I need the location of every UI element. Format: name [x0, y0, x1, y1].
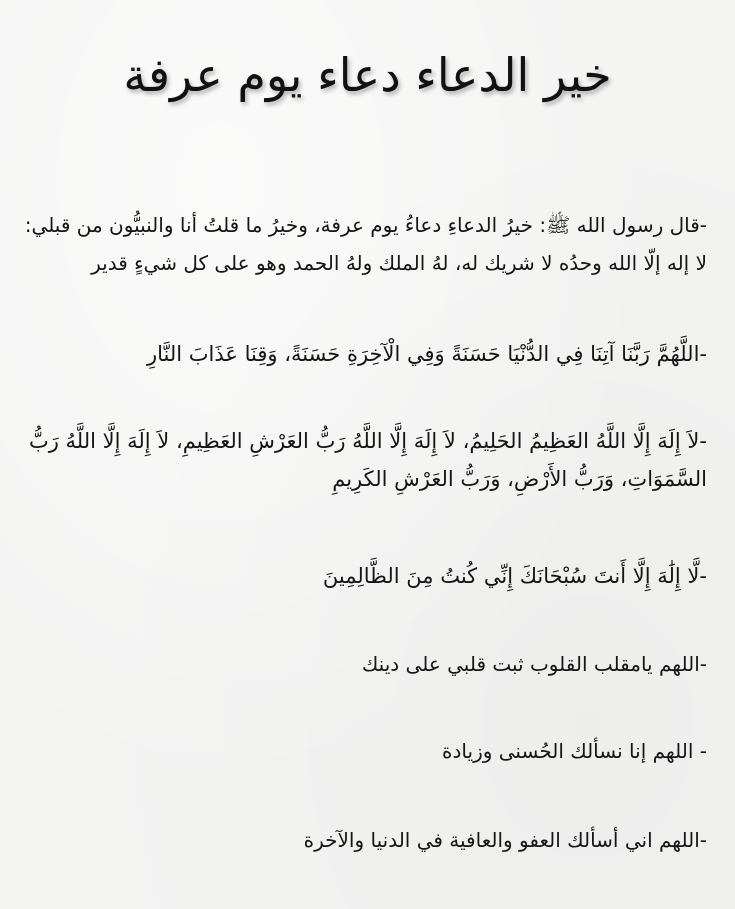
dua-paragraph-5: - اللهم إنا نسألك الحُسنى وزيادة — [442, 739, 707, 763]
dua-paragraph-6: -اللهم اني أسألك العفو والعافية في الدنيا والآخرة — [303, 828, 707, 852]
page-title: خير الدعاء دعاء يوم عرفة — [123, 48, 612, 102]
dua-paragraph-4: -اللهم يامقلب القلوب ثبت قلبي على دينك — [361, 652, 707, 676]
hadith-paragraph: -قال رسول الله ﷺ: خيرُ الدعاءِ دعاءُ يوم عرفة، وخيرُ ما قلتُ أنا والنبيُّون من قبلي: لا إله إلّا الله وحدُه لا شريك له، لهُ الملك ولهُ الحمد وهو على كل شيءٍ قدير — [24, 213, 707, 275]
dua-paragraph-1: -اللَّهُمَّ رَبَّنَا آتِنَا فِي الدُّنْيَا حَسَنَةً وَفِي الْآخِرَةِ حَسَنَةً، وَقِنَا عَذَابَ النَّارِ — [146, 342, 707, 366]
dua-paragraph-3: -لَّا إِلَٰهَ إِلَّا أَنتَ سُبْحَانَكَ إِنِّي كُنتُ مِنَ الظَّالِمِينَ — [322, 564, 707, 588]
dua-paragraph-2: -لاَ إِلَهَ إِلَّا اللَّهُ العَظِيمُ الحَلِيمُ، لاَ إِلَهَ إِلَّا اللَّهُ رَبُّ العَرْشِ العَظِيمِ، لاَ إِلَهَ إِلَّا اللَّهُ رَبُّ السَّمَوَاتِ، وَرَبُّ الأَرْضِ، وَرَبُّ العَرْشِ الكَرِيمِ — [28, 429, 707, 491]
